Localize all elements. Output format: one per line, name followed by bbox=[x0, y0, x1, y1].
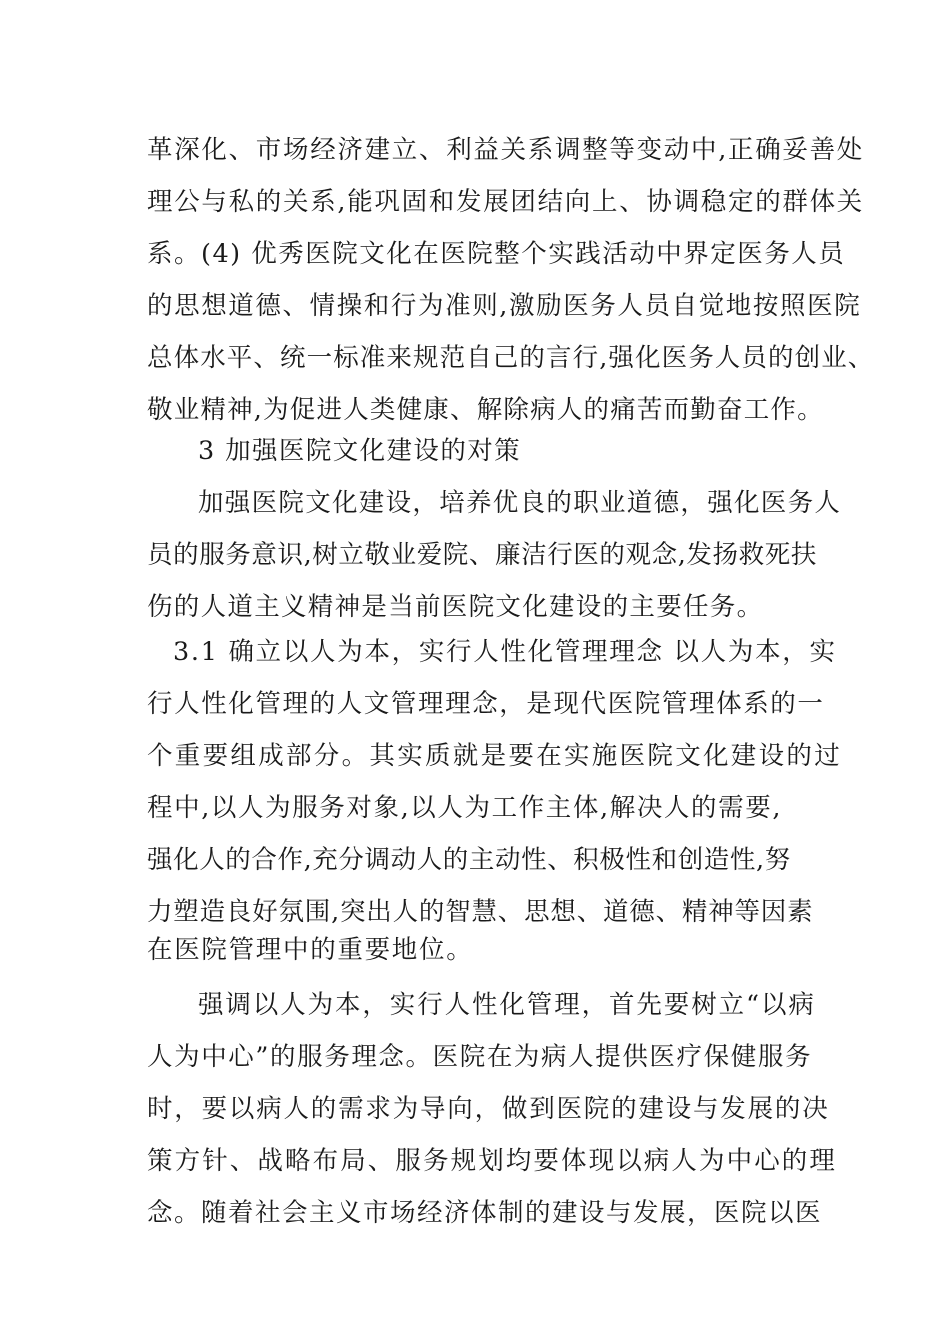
body-text-line: 人为中心”的服务理念。医院在为病人提供医疗保健服务 bbox=[147, 1042, 813, 1072]
body-text-line: 伤的人道主义精神是当前医院文化建设的主要任务。 bbox=[147, 592, 764, 622]
body-text-line: 强化人的合作,充分调动人的主动性、积极性和创造性,努 bbox=[147, 845, 791, 875]
body-text-line: 革深化、市场经济建立、利益关系调整等变动中,正确妥善处 bbox=[147, 135, 865, 165]
body-text-line: 加强医院文化建设，培养优良的职业道德，强化医务人 bbox=[198, 488, 842, 518]
body-text-line: 的思想道德、情操和行为准则,激励医务人员自觉地按照医院 bbox=[147, 291, 862, 321]
body-text-line: 在医院管理中的重要地位。 bbox=[147, 935, 474, 965]
subsection-heading-line: 3.1 确立以人为本，实行人性化管理理念 以人为本，实 bbox=[173, 637, 837, 667]
body-text-line: 员的服务意识,树立敬业爱院、廉洁行医的观念,发扬救死扶 bbox=[147, 540, 817, 570]
body-text-line: 念。随着社会主义市场经济体制的建设与发展，医院以医 bbox=[147, 1198, 823, 1228]
body-text-line: 总体水平、统一标准来规范自己的言行,强化医务人员的创业、 bbox=[147, 343, 875, 373]
body-text-line: 个重要组成部分。其实质就是要在实施医院文化建设的过 bbox=[147, 741, 843, 771]
body-text-line: 程中,以人为服务对象,以人为工作主体,解决人的需要, bbox=[147, 793, 783, 823]
section-heading: 3 加强医院文化建设的对策 bbox=[198, 436, 522, 466]
body-text-line: 力塑造良好氛围,突出人的智慧、思想、道德、精神等因素 bbox=[147, 897, 814, 927]
body-text-line: 策方针、战略布局、服务规划均要体现以病人为中心的理 bbox=[147, 1146, 838, 1176]
body-text-line: 时，要以病人的需求为导向，做到医院的建设与发展的决 bbox=[147, 1094, 830, 1124]
body-text-line: 理公与私的关系,能巩固和发展团结向上、协调稳定的群体关 bbox=[147, 187, 865, 217]
body-text-line: 行人性化管理的人文管理理念，是现代医院管理体系的一 bbox=[147, 689, 825, 719]
body-text-line: 敬业精神,为促进人类健康、解除病人的痛苦而勤奋工作。 bbox=[147, 395, 824, 425]
body-text-line: 系。(4) 优秀医院文化在医院整个实践活动中界定医务人员 bbox=[147, 239, 846, 269]
body-text-line: 强调以人为本，实行人性化管理，首先要树立“以病 bbox=[198, 990, 816, 1020]
